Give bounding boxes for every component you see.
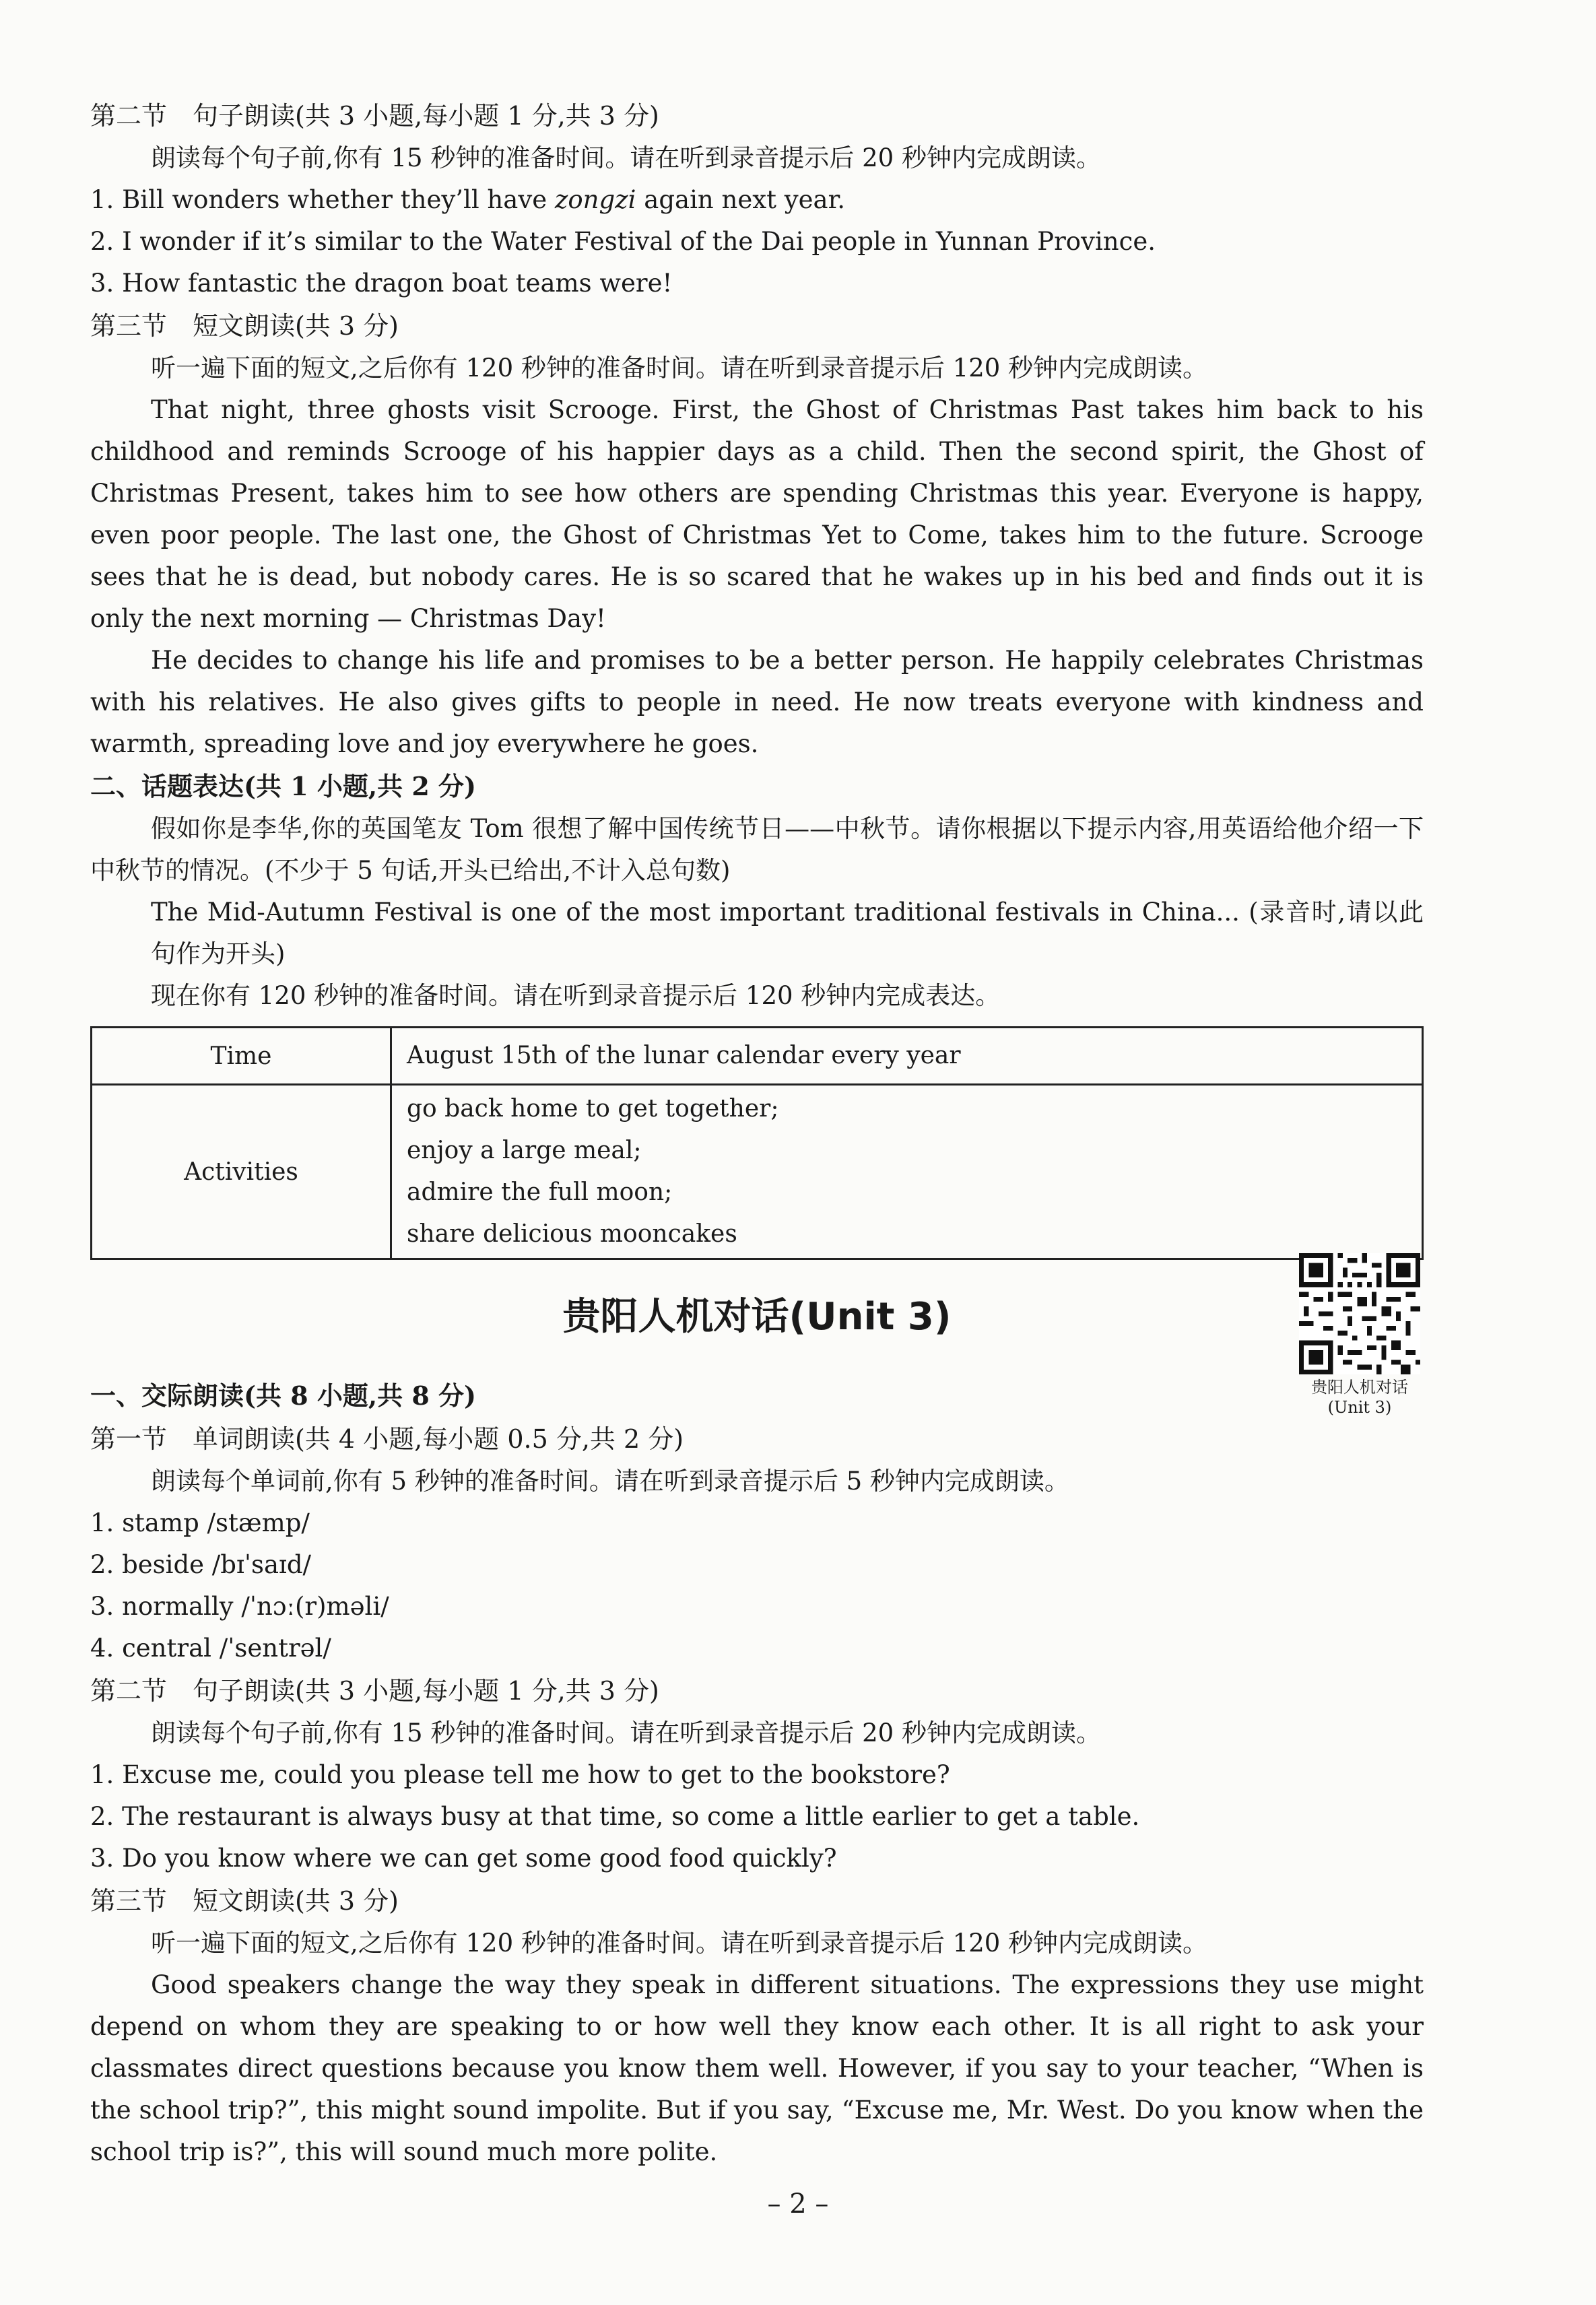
sentence-1 bbox=[90, 179, 1424, 221]
unit3-passage: Good speakers change the way they speak in different situations. The expressions they use might depend on whom they are speaking to or how well they know each other. It is all right to ask your classmates direct questions because you know them well. However, if you say to your teacher, “When is the school trip?”, this might sound impolite. But if you say, “Excuse me, Mr. West. Do you know when the school trip is?”, this will sound much more polite. bbox=[90, 1970, 1424, 2166]
word-item: 3. normally /ˈnɔː(r)məli/ bbox=[90, 1592, 389, 1621]
qr-code-icon[interactable] bbox=[1299, 1253, 1420, 1374]
unit3-section3-title: 第三节 短文朗读(共 3 分) bbox=[90, 1886, 399, 1916]
sentence-item: 3. Do you know where we can get some good food quickly? bbox=[90, 1844, 837, 1873]
hint-table bbox=[90, 1026, 1424, 1260]
unit3-section1-instruction: 朗读每个单词前,你有 5 秒钟的准备时间。请在听到录音提示后 5 秒钟内完成朗读。 bbox=[151, 1467, 1069, 1496]
table-row bbox=[92, 1028, 1423, 1085]
word-item: 4. central /ˈsentrəl/ bbox=[90, 1634, 331, 1663]
time-label: Time bbox=[92, 1028, 391, 1085]
unit3-part1-title: 一、交际朗读(共 8 小题,共 8 分) bbox=[90, 1380, 476, 1411]
sentence-1-italic: zongzi bbox=[554, 185, 636, 214]
unit3-section2-title: 第二节 句子朗读(共 3 小题,每小题 1 分,共 3 分) bbox=[90, 1676, 659, 1706]
unit3-section1-title: 第一节 单词朗读(共 4 小题,每小题 0.5 分,共 2 分) bbox=[90, 1424, 684, 1454]
page-content bbox=[90, 94, 1424, 2173]
activity-item: admire the full moon; bbox=[407, 1178, 673, 1206]
sentence-item: 1. Excuse me, could you please tell me how to get to the bookstore? bbox=[90, 1760, 950, 1789]
section3-instruction: 听一遍下面的短文,之后你有 120 秒钟的准备时间。请在听到录音提示后 120 秒钟内完成朗读。 bbox=[151, 354, 1208, 382]
sentence-item: 2. The restaurant is always busy at that time, so come a little earlier to get a table. bbox=[90, 1802, 1140, 1831]
section2-instruction: 朗读每个句子前,你有 15 秒钟的准备时间。请在听到录音提示后 20 秒钟内完成朗读。 bbox=[151, 143, 1101, 172]
unit3-section2-instruction: 朗读每个句子前,你有 15 秒钟的准备时间。请在听到录音提示后 20 秒钟内完成朗读。 bbox=[151, 1718, 1101, 1747]
qr-block[interactable] bbox=[1296, 1253, 1424, 1417]
section2-title: 第二节 句子朗读(共 3 小题,每小题 1 分,共 3 分) bbox=[90, 101, 659, 131]
qr-caption-2: (Unit 3) bbox=[1327, 1398, 1392, 1417]
sentence-1-post: again next year. bbox=[636, 185, 845, 214]
qr-caption-1: 贵阳人机对话 bbox=[1311, 1378, 1408, 1397]
sentence-3: 3. How fantastic the dragon boat teams were! bbox=[90, 269, 673, 298]
activities-label: Activities bbox=[92, 1085, 391, 1259]
topic-start-sentence: The Mid-Autumn Festival is one of the most important traditional festivals in China... (录音时,请以此句作为开头) bbox=[151, 898, 1424, 968]
unit3-title: 贵阳人机对话(Unit 3) bbox=[562, 1295, 952, 1339]
word-item: 1. stamp /stæmp/ bbox=[90, 1508, 310, 1537]
passage-paragraph-2: He decides to change his life and promises to be a better person. He happily celebrates Christmas with his relatives. He also gives gifts to people in need. He now treats everyone with kindness and warmth, spreading love and joy everywhere he goes. bbox=[90, 646, 1424, 758]
topic-title: 二、话题表达(共 1 小题,共 2 分) bbox=[90, 771, 476, 801]
activity-item: go back home to get together; bbox=[407, 1095, 779, 1123]
section3-title: 第三节 短文朗读(共 3 分) bbox=[90, 311, 399, 341]
passage-paragraph-1: That night, three ghosts visit Scrooge. First, the Ghost of Christmas Past takes him back to his childhood and reminds Scrooge of his happier days as a child. Then the second spirit, the Ghost of Christmas Present, takes him to see how others are spending Christmas this year. Everyone is happy, even poor people. The last one, the Ghost of Christmas Yet to Come, takes him to the future. Scrooge sees that he is dead, but nobody cares. He is so scared that he wakes up in his bed and finds out it is only the next morning — Christmas Day! bbox=[90, 395, 1424, 633]
sentence-2: 2. I wonder if it’s similar to the Water Festival of the Dai people in Yunnan Province. bbox=[90, 227, 1156, 256]
table-row bbox=[92, 1085, 1423, 1259]
activity-item: enjoy a large meal; bbox=[407, 1137, 642, 1164]
time-value: August 15th of the lunar calendar every year bbox=[391, 1028, 1423, 1085]
unit3-section3-instruction: 听一遍下面的短文,之后你有 120 秒钟的准备时间。请在听到录音提示后 120 秒钟内完成朗读。 bbox=[151, 1929, 1208, 1958]
activities-list bbox=[391, 1085, 1423, 1259]
page-number: – 2 – bbox=[767, 2189, 829, 2219]
topic-prep: 现在你有 120 秒钟的准备时间。请在听到录音提示后 120 秒钟内完成表达。 bbox=[151, 981, 1001, 1010]
topic-instruction: 假如你是李华,你的英国笔友 Tom 很想了解中国传统节日——中秋节。请你根据以下提示内容,用英语给他介绍一下中秋节的情况。(不少于 5 句话,开头已给出,不计入总句数) bbox=[90, 814, 1424, 885]
word-item: 2. beside /bɪˈsaɪd/ bbox=[90, 1550, 311, 1579]
activity-item: share delicious mooncakes bbox=[407, 1220, 737, 1248]
sentence-1-pre: 1. Bill wonders whether they’ll have bbox=[90, 185, 555, 214]
